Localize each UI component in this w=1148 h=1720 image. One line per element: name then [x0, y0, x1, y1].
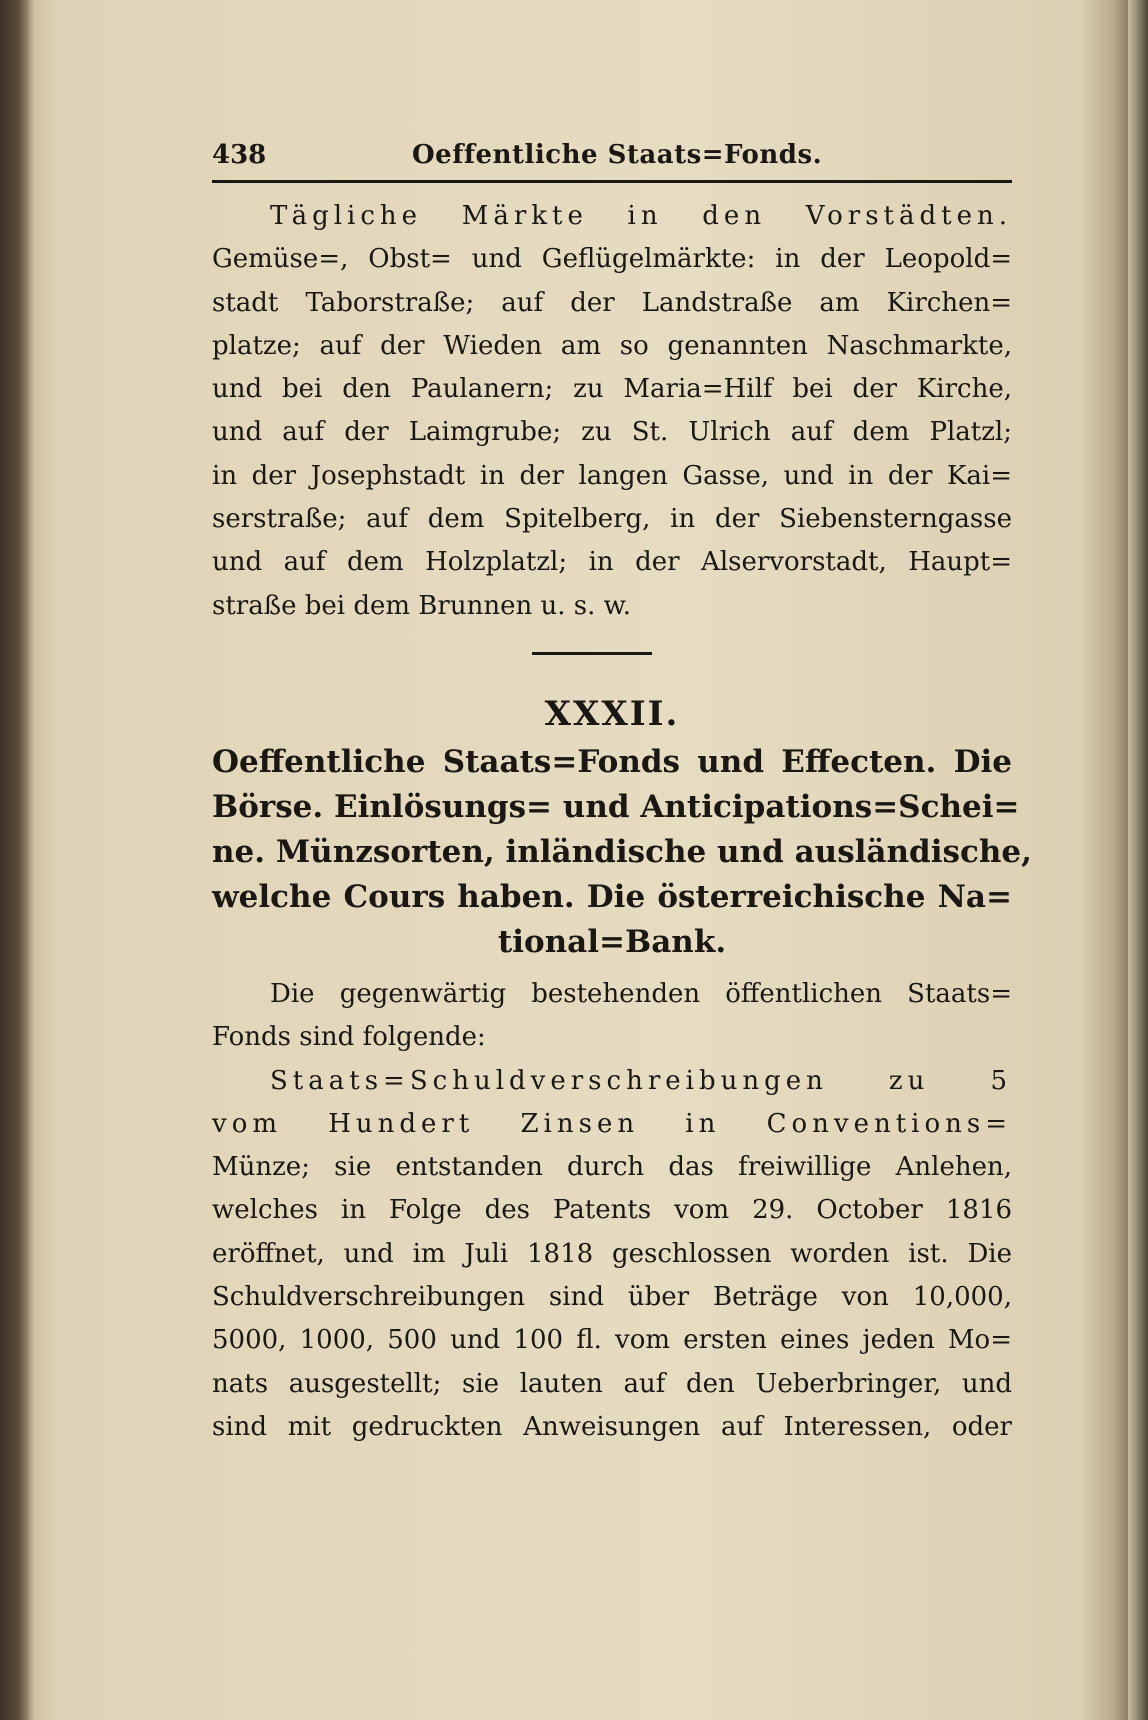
text-line: nats ausgestellt; sie lauten auf den Ueberbringer, und [212, 1368, 1012, 1399]
title-line: Börse. Einlösungs= und Anticipations=Schei= [212, 788, 1020, 825]
title-line: Oeffentliche Staats=Fonds und Effecten. Die [212, 743, 1012, 780]
section-title [212, 740, 1032, 965]
text-line: serstraße; auf dem Spitelberg, in der Siebensterngasse [212, 504, 1012, 535]
text-line: 5000, 1000, 500 und 100 fl. vom ersten eines jeden Mo= [212, 1325, 1012, 1356]
divider-rule [532, 652, 652, 655]
title-line: tional=Bank. [497, 923, 727, 960]
text-line: Fonds sind folgende: [212, 1022, 486, 1053]
spacer [212, 965, 1012, 973]
text-line: Münze; sie entstanden durch das freiwillige Anlehen, [212, 1152, 1012, 1183]
title-line: ne. Münzsorten, inländische und ausländische, [212, 833, 1032, 870]
text-line: straße bei dem Brunnen u. s. w. [212, 590, 632, 621]
title-line: welche Cours haben. Die österreichische Na= [212, 878, 1012, 915]
section-number: XXXII. [544, 693, 680, 734]
text-line: in der Josephstadt in der langen Gasse, und in der Kai= [212, 460, 1012, 491]
text-line: platze; auf der Wieden am so genannten Naschmarkte, [212, 330, 1012, 361]
running-head: Oeffentliche Staats=Fonds. [412, 140, 823, 170]
text-line: sind mit gedruckten Anweisungen auf Interessen, oder [212, 1411, 1012, 1442]
text-line: stadt Taborstraße; auf der Landstraße am Kirchen= [212, 287, 1012, 318]
previous-section-text [212, 195, 1012, 628]
text-line: eröffnet, und im Juli 1818 geschlossen worden ist. Die [212, 1238, 1012, 1269]
text-line: Schuldverschreibungen sind über Beträge von 10,000, [212, 1282, 1012, 1313]
page-edge [1128, 0, 1148, 1720]
text-line: und auf dem Holzplatzl; in der Alservorstadt, Haupt= [212, 547, 1012, 578]
text-line: und auf der Laimgrube; zu St. Ulrich auf dem Platzl; [212, 417, 1012, 448]
text-line: welches in Folge des Patents vom 29. October 1816 [212, 1195, 1012, 1226]
text-line: Tägliche Märkte in den Vorstädten. [270, 201, 1012, 231]
text-line: Gemüse=, Obst= und Geflügelmärkte: in der Leopold= [212, 244, 1012, 275]
text-line: Die gegenwärtig bestehenden öffentlichen Staats= [270, 978, 1012, 1009]
section-divider [212, 628, 1012, 688]
text-line: vom Hundert Zinsen in Conventions= [212, 1108, 1012, 1139]
section-body-text [212, 973, 1012, 1449]
text-line: Staats=Schuldverschreibungen zu 5 [270, 1065, 1012, 1096]
page-number: 438 [212, 140, 267, 170]
text-line: und bei den Paulanern; zu Maria=Hilf bei der Kirche, [212, 374, 1012, 405]
page-content [212, 140, 1032, 1449]
page-header [212, 140, 1012, 183]
